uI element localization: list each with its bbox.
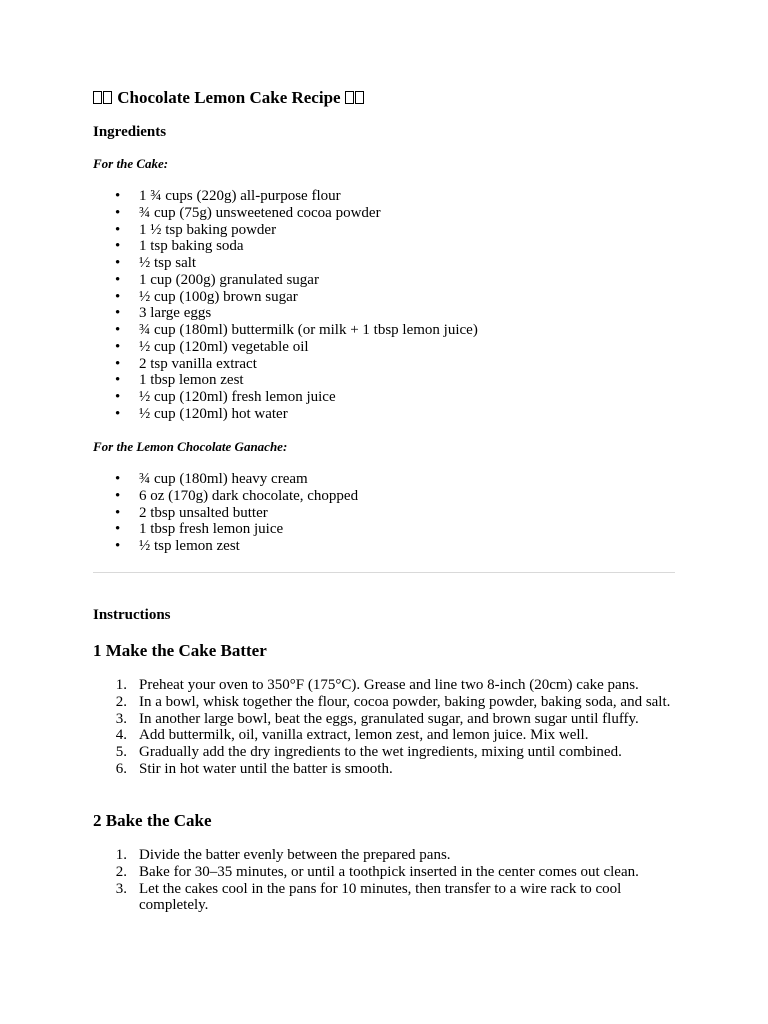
cake-subheading: For the Cake: bbox=[93, 156, 169, 171]
list-item: • 1 tsp baking soda bbox=[93, 238, 478, 255]
missing-glyph-icon bbox=[93, 88, 113, 107]
list-item: • 1 ½ tsp baking powder bbox=[93, 222, 478, 239]
list-item: • ½ cup (120ml) hot water bbox=[93, 406, 478, 423]
list-item: • 1 ¾ cups (220g) all-purpose flour bbox=[93, 188, 478, 205]
item-text: In another large bowl, beat the eggs, granulated sugar, and brown sugar until fluffy. bbox=[139, 710, 639, 727]
list-item: • 6 oz (170g) dark chocolate, chopped bbox=[93, 488, 358, 505]
list-item: • 1 cup (200g) granulated sugar bbox=[93, 272, 478, 289]
item-text: In a bowl, whisk together the flour, cocoa powder, baking powder, baking soda, and salt. bbox=[139, 693, 671, 710]
item-number: 1. bbox=[115, 677, 127, 693]
list-item bbox=[93, 677, 673, 694]
list-item: • ½ cup (120ml) vegetable oil bbox=[93, 339, 478, 356]
item-text: Stir in hot water until the batter is smooth. bbox=[139, 760, 393, 777]
list-item bbox=[93, 864, 673, 881]
list-item bbox=[93, 711, 673, 728]
item-number: 4. bbox=[115, 727, 127, 744]
list-item bbox=[93, 744, 673, 761]
list-item: • ½ cup (120ml) fresh lemon juice bbox=[93, 389, 478, 406]
item-number: 2. bbox=[115, 863, 127, 880]
ingredients-heading: Ingredients bbox=[93, 124, 167, 140]
list-item: • ½ tsp salt bbox=[93, 255, 478, 272]
step2-list bbox=[93, 847, 673, 914]
cake-ingredient-list bbox=[93, 188, 478, 423]
list-item: • ¾ cup (75g) unsweetened cocoa powder bbox=[93, 205, 478, 222]
item-text: Gradually add the dry ingredients to the wet ingredients, mixing until combined. bbox=[139, 744, 622, 760]
list-item: • ¾ cup (180ml) heavy cream bbox=[93, 471, 358, 488]
list-item: • 1 tbsp fresh lemon juice bbox=[93, 521, 358, 538]
list-item bbox=[93, 847, 673, 864]
list-item: • ¾ cup (180ml) buttermilk (or milk + 1 tbsp lemon juice) bbox=[93, 322, 478, 339]
step1-title: 1 Make the Cake Batter bbox=[93, 641, 267, 660]
list-item bbox=[93, 881, 673, 915]
list-item: • ½ tsp lemon zest bbox=[93, 538, 358, 555]
list-item: • 2 tsp vanilla extract bbox=[93, 356, 478, 373]
item-text: Add buttermilk, oil, vanilla extract, lemon zest, and lemon juice. Mix well. bbox=[139, 727, 589, 744]
list-item bbox=[93, 761, 673, 778]
page-title-text: Chocolate Lemon Cake Recipe bbox=[117, 88, 341, 107]
list-item bbox=[93, 694, 673, 711]
item-number: 2. bbox=[115, 693, 127, 710]
item-number: 3. bbox=[115, 880, 127, 897]
item-number: 6. bbox=[115, 760, 127, 777]
step1-list bbox=[93, 677, 673, 778]
list-item bbox=[93, 727, 673, 744]
list-item: • 2 tbsp unsalted butter bbox=[93, 505, 358, 522]
list-item: • 1 tbsp lemon zest bbox=[93, 372, 478, 389]
item-text: Bake for 30–35 minutes, or until a toothpick inserted in the center comes out clean. bbox=[139, 863, 639, 880]
step2-title: 2 Bake the Cake bbox=[93, 811, 212, 830]
list-item: • 3 large eggs bbox=[93, 305, 478, 322]
instructions-heading: Instructions bbox=[93, 607, 171, 623]
list-item: • ½ cup (100g) brown sugar bbox=[93, 289, 478, 306]
ganache-ingredient-list bbox=[93, 471, 358, 555]
item-text: Let the cakes cool in the pans for 10 minutes, then transfer to a wire rack to cool completely. bbox=[139, 880, 622, 914]
item-number: 5. bbox=[115, 744, 127, 760]
item-text: Divide the batter evenly between the prepared pans. bbox=[139, 847, 451, 863]
item-text: Preheat your oven to 350°F (175°C). Grease and line two 8-inch (20cm) cake pans. bbox=[139, 677, 639, 693]
section-divider bbox=[93, 572, 675, 573]
page-title bbox=[93, 87, 365, 109]
item-number: 1. bbox=[115, 847, 127, 863]
ganache-subheading: For the Lemon Chocolate Ganache: bbox=[93, 439, 288, 454]
missing-glyph-icon bbox=[345, 88, 365, 107]
item-number: 3. bbox=[115, 710, 127, 727]
